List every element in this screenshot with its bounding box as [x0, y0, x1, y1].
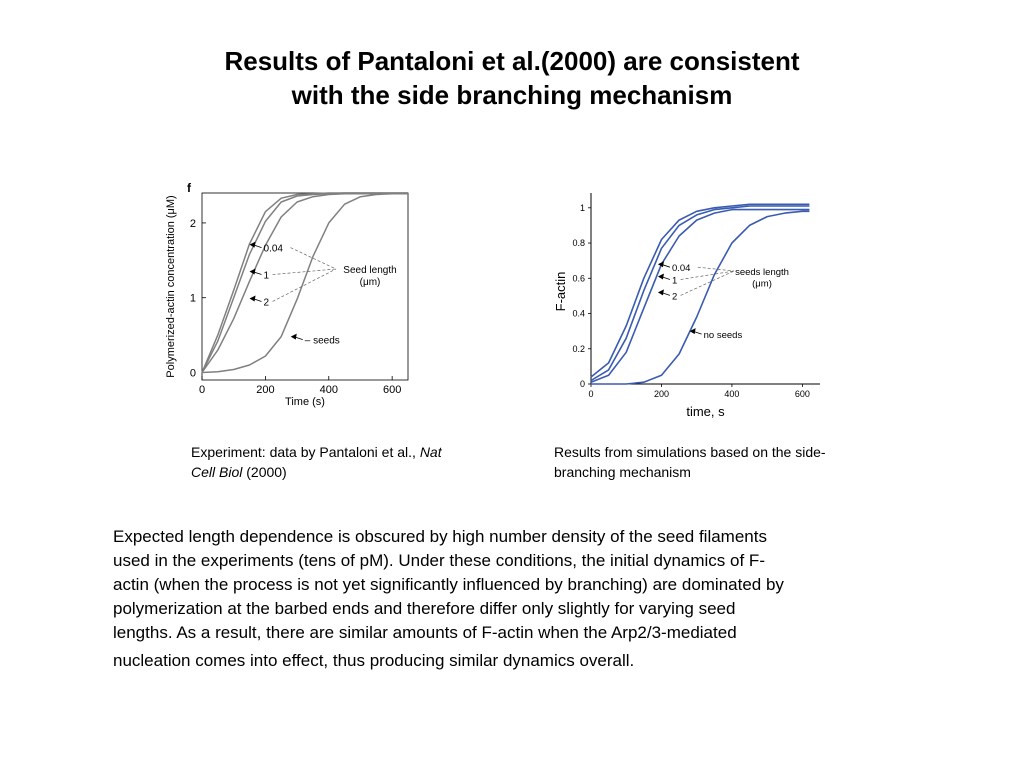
annotation-label: 1	[671, 275, 678, 287]
x-tick-label: 400	[319, 384, 338, 396]
y-tick-label: 0	[579, 379, 585, 390]
annotation-label: 2	[263, 297, 270, 309]
experiment-chart	[160, 175, 430, 415]
x-tick-label: 0	[198, 384, 206, 396]
x-tick-label: 200	[256, 384, 275, 396]
y-tick-label: 2	[189, 217, 196, 230]
experiment-caption	[191, 442, 451, 482]
y-tick-label: 1	[579, 202, 585, 213]
x-tick-label: 400	[724, 389, 740, 399]
explanation-paragraph	[113, 525, 913, 673]
paragraph-line: lengths. As a result, there are similar amounts of F-actin when the Arp2/3-mediated	[113, 623, 737, 642]
paragraph-line: polymerization at the barbed ends and therefore differ only slightly for varying seed	[113, 599, 736, 618]
y-tick-label: 0.4	[572, 308, 585, 319]
caption-suffix: (2000)	[242, 464, 287, 480]
series-line-2	[591, 210, 809, 383]
paragraph-line: actin (when the process is not yet significantly influenced by branching) are dominated by	[113, 575, 784, 594]
annotation-label: 1	[263, 270, 270, 282]
panel-label: f	[187, 181, 191, 195]
caption-journal: Nat Cell Biol	[191, 444, 442, 480]
y-tick-label: 0.2	[572, 343, 585, 354]
paragraph-line: used in the experiments (tens of pM). Under these conditions, the initial dynamics of F-	[113, 551, 765, 570]
x-tick-label: 600	[794, 389, 810, 399]
arrow-head	[291, 334, 297, 340]
series-line-0.04	[591, 204, 809, 377]
group-connector	[291, 248, 336, 269]
annotation-label: no seeds	[703, 330, 743, 342]
x-tick-label: 600	[382, 384, 402, 396]
paragraph-line: nucleation comes into effect, thus producing similar dynamics overall.	[113, 651, 635, 670]
x-axis-label: Time (s)	[285, 396, 325, 408]
y-axis-label: Polymerized-actin concentration (μM)	[165, 195, 177, 378]
y-tick-label: 0.6	[572, 273, 585, 284]
series-line-no-seeds	[591, 211, 809, 384]
series-group-label: (μm)	[359, 277, 381, 288]
annotation-label: 0.04	[671, 263, 691, 275]
caption-prefix: Experiment: data by Pantaloni et al.,	[191, 444, 420, 460]
y-tick-label: 0.8	[572, 238, 585, 249]
arrow-head	[250, 295, 256, 301]
series-group-label: (μm)	[752, 278, 772, 290]
x-tick-label: 0	[588, 389, 594, 399]
paragraph-line: Expected length dependence is obscured by high number density of the seed filaments	[113, 527, 767, 546]
simulation-chart	[545, 180, 845, 430]
title-line-2: with the side branching mechanism	[291, 80, 733, 110]
series-group-label: Seed length	[343, 265, 397, 276]
x-axis-label: time, s	[686, 404, 725, 419]
arrow-head	[658, 289, 664, 295]
y-axis-label: F-actin	[553, 271, 568, 312]
annotation-label: – seeds	[304, 335, 340, 347]
annotation-label: 2	[671, 291, 678, 303]
x-tick-label: 200	[653, 389, 669, 399]
y-tick-label: 1	[189, 292, 196, 305]
annotation-label: 0.04	[263, 243, 284, 255]
series-group-label: seeds length	[735, 267, 789, 278]
arrow-head	[658, 274, 664, 280]
y-tick-label: 0	[189, 367, 196, 380]
simulation-caption: Results from simulations based on the side-branching mechanism	[554, 444, 826, 480]
slide-title	[0, 44, 1024, 112]
title-line-1: Results of Pantaloni et al.(2000) are consistent	[224, 46, 800, 76]
group-connector	[273, 269, 336, 301]
